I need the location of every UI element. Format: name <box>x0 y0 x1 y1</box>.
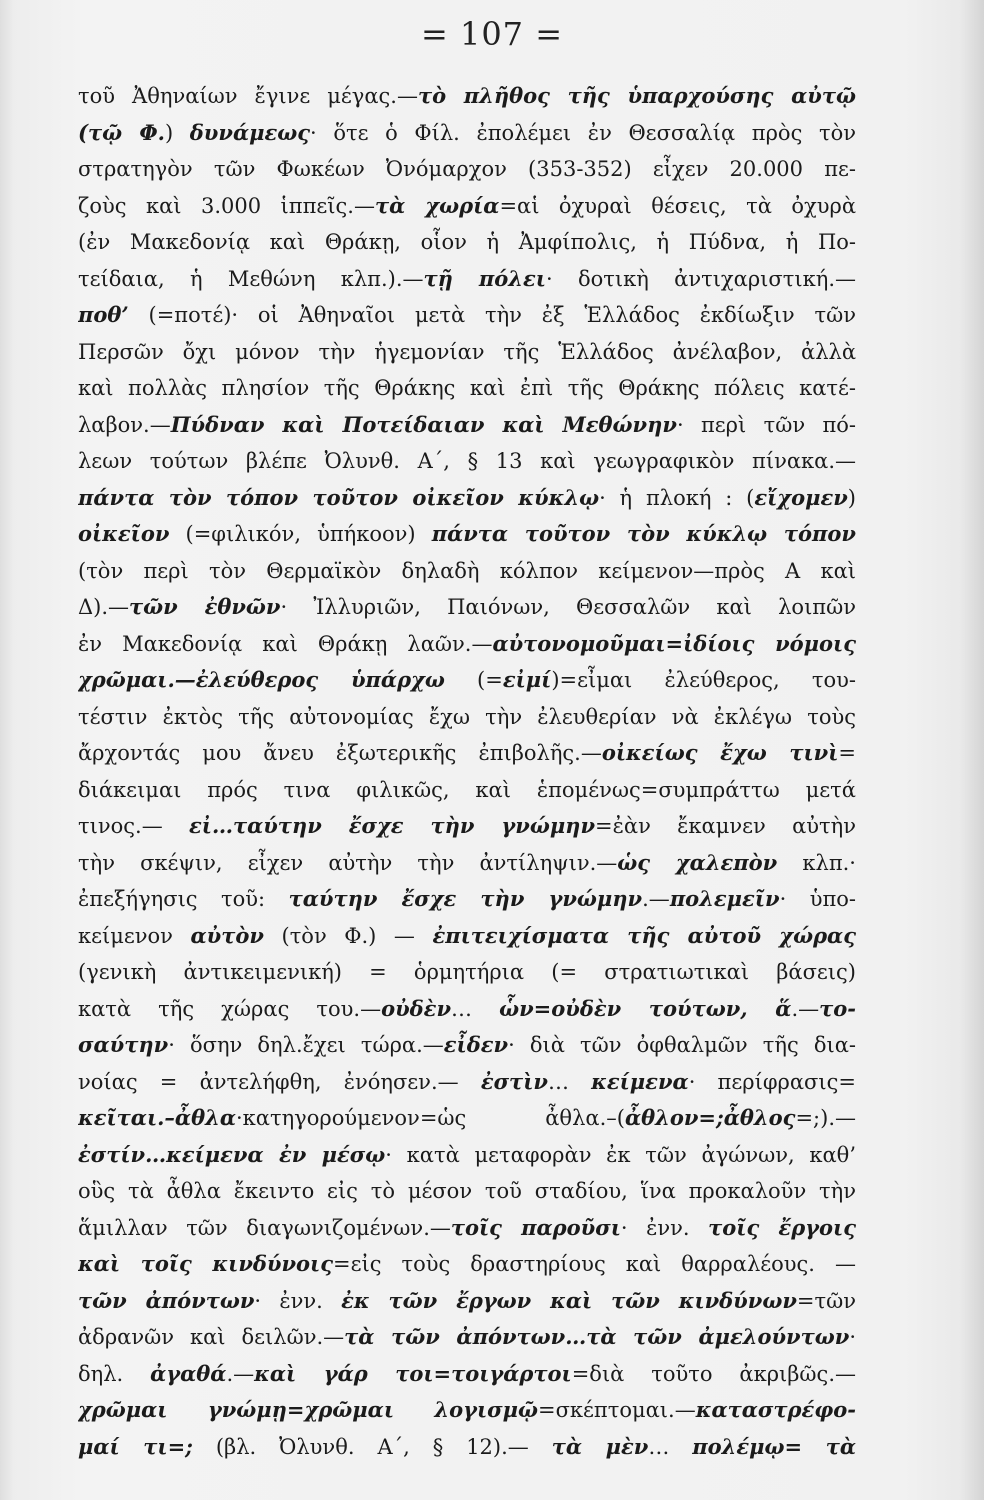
text-line <box>78 1429 856 1466</box>
text-line <box>78 151 856 188</box>
text-segment: · περὶ τῶν πό- <box>676 412 856 437</box>
bold-lemma: ἆθλον=;ἆθλος <box>624 1105 796 1130</box>
text-segment: =εἰς τοὺς δραστηρίους καὶ θαρραλέους. — <box>333 1252 856 1276</box>
text-segment: ἅμιλλαν τῶν διαγωνιζομένων.— <box>78 1215 451 1240</box>
bold-lemma: ὡς χαλεπὸν <box>617 849 778 875</box>
bold-lemma: εἰ…ταύτην ἔσχε τὴν γνώμην <box>189 813 596 838</box>
text-segment: ἐν Μακεδονίᾳ καὶ Θράκῃ λαῶν.— <box>78 631 493 656</box>
bold-lemma: οἰκείως ἔχω τινὶ <box>601 740 839 765</box>
bold-lemma: χρῶμαι γνώμῃ=χρῶμαι λογισμῷ <box>78 1397 538 1422</box>
text-line <box>78 334 856 371</box>
bold-lemma: μαί τι=; <box>78 1433 193 1459</box>
text-segment: (βλ. Ὀλυνθ. Α΄, § 12).— <box>192 1434 552 1459</box>
text-segment: τοῦ Ἀθηναίων ἔγινε μέγας.— <box>78 84 418 108</box>
text-line <box>78 1064 856 1101</box>
bold-lemma: το- <box>819 995 856 1021</box>
page-left-shadow <box>0 0 14 1500</box>
bold-lemma: εἴχομεν <box>754 484 848 510</box>
bold-lemma: χρῶμαι.—ἐλεύθερος ὑπάρχω <box>78 667 445 692</box>
text-line <box>78 1356 856 1393</box>
text-segment: = <box>838 741 856 765</box>
bold-lemma: πολεμεῖν <box>669 886 780 911</box>
text-segment: διάκειμαι πρός τινα φιλικῶς, καὶ ἑπομένως=συμπράττω μετά <box>78 777 856 802</box>
text-segment: … <box>451 996 500 1021</box>
text-line <box>78 224 856 261</box>
text-segment: τείδαια, ἡ Μεθώνη κλπ.).— <box>78 266 424 291</box>
bold-lemma: ( <box>78 119 88 145</box>
text-segment: · ἐνν. <box>620 1215 709 1240</box>
text-segment: =αἱ ὀχυραὶ θέσεις, τὰ ὀχυρὰ <box>499 193 856 218</box>
bold-lemma: τὰ τῶν ἀπόντων…τὰ τῶν ἀμελούντων <box>344 1324 850 1349</box>
text-line <box>78 115 856 152</box>
text-line <box>78 1246 856 1283</box>
text-line <box>78 261 856 298</box>
text-line <box>78 699 856 736</box>
text-line <box>78 443 856 480</box>
bold-lemma: εἰμί <box>502 667 552 692</box>
bold-lemma: εἶδεν <box>443 1032 509 1057</box>
text-segment: ἐπεξήγησις τοῦ: <box>78 887 289 911</box>
text-segment: στρατηγὸν τῶν Φωκέων Ὀνόμαρχον (353-352) εἶχεν 20.000 πε- <box>78 157 856 181</box>
bold-lemma: κεῖται.–ἆθλα <box>78 1105 236 1130</box>
bold-lemma: οὐδὲν <box>381 995 452 1021</box>
bold-lemma: δυνάμεως <box>189 119 311 145</box>
bold-lemma: ὧν=οὐδὲν τούτων, ἅ <box>499 995 792 1021</box>
text-line <box>78 772 856 809</box>
text-line <box>78 881 856 918</box>
text-segment: ) <box>847 485 856 510</box>
text-line <box>78 626 856 663</box>
text-line <box>78 589 856 626</box>
text-segment: τινος.— <box>78 814 190 838</box>
bold-lemma: αὐτονομοῦμαι=ἰδίοις νόμοις <box>492 630 856 656</box>
bold-lemma: τῷ Φ. <box>87 119 165 145</box>
page-number: = 107 = <box>420 15 564 53</box>
text-line <box>78 1100 856 1137</box>
text-segment: Περσῶν ὄχι μόνον τὴν ἡγεμονίαν τῆς Ἑλλάδος ἀνέλαβον, ἀλλὰ <box>78 339 856 364</box>
text-segment: δηλ. <box>78 1361 151 1386</box>
text-segment: ἀδρανῶν καὶ δειλῶν.— <box>78 1325 345 1349</box>
bold-lemma: τὰ μὲν <box>551 1433 649 1459</box>
text-line <box>78 1173 856 1210</box>
bold-lemma: ποθ’ <box>78 302 129 327</box>
text-segment: · ὅσην δηλ.ἔχει τώρα.— <box>168 1033 444 1057</box>
bold-lemma: σαύτην <box>78 1032 169 1057</box>
bold-lemma: αὐτὸν <box>190 922 264 948</box>
text-segment: τὴν σκέψιν, εἶχεν αὐτὴν τὴν ἀντίληψιν.— <box>78 850 618 875</box>
bold-lemma: τῶν ἐθνῶν <box>129 594 281 619</box>
text-line <box>78 735 856 772</box>
text-line <box>78 480 856 517</box>
text-line <box>78 845 856 882</box>
text-segment: νοίας = ἀντελήφθη, ἐνόησεν.— <box>78 1069 481 1094</box>
bold-lemma: κείμενα <box>591 1068 689 1094</box>
text-segment: · <box>849 1325 856 1349</box>
text-segment: ·κατηγορούμενον=ὡς ἆθλα.–( <box>235 1106 625 1130</box>
text-segment: τέστιν ἐκτὸς τῆς αὐτονομίας ἔχω τὴν ἐλευθερίαν νὰ ἐκλέγω τοὺς <box>78 704 856 729</box>
bold-lemma: καταστρέφο- <box>695 1397 856 1422</box>
bold-lemma: τοῖς παροῦσι <box>450 1214 621 1240</box>
text-line <box>78 662 856 699</box>
text-segment: · ὅτε ὁ Φίλ. ἐπολέμει ἐν Θεσσαλίᾳ πρὸς τὸν <box>310 120 856 145</box>
text-segment: κατὰ τῆς χώρας του.— <box>78 996 382 1021</box>
bold-lemma: καὶ τοῖς κινδύνοις <box>78 1251 333 1276</box>
text-segment: =ἐὰν ἔκαμνεν αὐτὴν <box>595 814 856 838</box>
text-segment: (=φιλικόν, ὑπήκοον) <box>169 522 432 546</box>
text-segment: λαβον.— <box>78 412 171 437</box>
text-segment: κείμενον <box>78 923 191 948</box>
text-segment: =;).— <box>795 1106 856 1130</box>
text-segment: ζοὺς καὶ 3.000 ἱππεῖς.— <box>78 193 375 218</box>
bold-lemma: ἐστὶν <box>480 1068 548 1094</box>
text-line <box>78 297 856 334</box>
text-segment: .— <box>226 1361 255 1386</box>
text-segment: =διὰ τοῦτο ἀκριβῶς.— <box>571 1361 856 1386</box>
bold-lemma: πάντα τὸν τόπον τοῦτον οἰκεῖον κύκλῳ <box>78 484 600 510</box>
text-segment: · ὑπο- <box>779 887 856 911</box>
text-line <box>78 78 856 115</box>
text-segment: ) <box>164 120 190 145</box>
text-line <box>78 1210 856 1247</box>
text-segment: · περίφρασις= <box>688 1069 856 1094</box>
text-line <box>78 1283 856 1320</box>
text-line <box>78 516 856 553</box>
page-right-shadow <box>960 0 984 1500</box>
text-segment: ἄρχοντάς μου ἄνευ ἐξωτερικῆς ἐπιβολῆς.— <box>78 741 602 765</box>
text-segment: · ἐνν. <box>254 1288 342 1313</box>
text-segment: (=ποτέ)· οἱ Ἀθηναῖοι μετὰ τὴν ἐξ Ἑλλάδος ἐκδίωξιν τῶν <box>128 303 856 327</box>
text-segment: (= <box>444 668 503 692</box>
text-segment: οὓς τὰ ἆθλα ἔκειντο εἰς τὸ μέσον τοῦ σταδίου, ἵνα προκαλοῦν τὴν <box>78 1179 856 1203</box>
text-line <box>78 954 856 991</box>
text-line <box>78 991 856 1028</box>
text-segment: · δοτικὴ ἀντιχαριστική.— <box>545 266 856 291</box>
text-segment: (τὸν περὶ τὸν Θερμαϊκὸν δηλαδὴ κόλπον κείμενον—πρὸς Α καὶ <box>78 558 856 583</box>
text-segment: .— <box>642 887 670 911</box>
text-line <box>78 808 856 845</box>
bold-lemma: τὰ χωρία <box>374 192 500 218</box>
text-line <box>78 1137 856 1174</box>
text-segment: · Ἰλλυριῶν, Παιόνων, Θεσσαλῶν καὶ λοιπῶν <box>280 595 856 619</box>
text-segment: (τὸν Φ.) — <box>263 923 433 948</box>
text-segment: · ἡ πλοκή : ( <box>599 485 755 510</box>
bold-lemma: πάντα τοῦτον τὸν κύκλῳ τόπον <box>431 521 856 546</box>
bold-lemma: πολέμῳ= τὰ <box>692 1433 856 1459</box>
bold-lemma: καὶ γάρ τοι=τοιγάρτοι <box>254 1360 572 1386</box>
text-line <box>78 1319 856 1356</box>
bold-lemma: Πύδναν καὶ Ποτείδαιαν καὶ Μεθώνην <box>170 411 677 437</box>
bold-lemma: τοῖς ἔργοις <box>708 1214 856 1240</box>
bold-lemma: ἐκ τῶν ἔργων καὶ τῶν κινδύνων <box>341 1287 797 1313</box>
text-segment: Δ).— <box>78 595 130 619</box>
text-segment: .— <box>791 996 820 1021</box>
text-line <box>78 553 856 590</box>
text-line <box>78 918 856 955</box>
text-line <box>78 370 856 407</box>
text-line <box>78 1392 856 1429</box>
bold-lemma: ἐστίν…κείμενα ἐν μέσῳ <box>78 1141 386 1167</box>
bold-lemma: τῇ πόλει <box>423 265 546 291</box>
bold-lemma: τῶν ἀπόντων <box>78 1287 255 1313</box>
bold-lemma: ταύτην ἔσχε τὴν γνώμην <box>288 886 643 911</box>
text-segment: καὶ πολλὰς πλησίον τῆς Θράκης καὶ ἐπὶ τῆς Θράκης πόλεις κατέ- <box>78 376 856 400</box>
commentary-text <box>78 78 856 1465</box>
text-line <box>78 188 856 225</box>
text-segment: λεων τούτων βλέπε Ὀλυνθ. Α΄, § 13 καὶ γεωγραφικὸν πίνακα.— <box>78 449 856 473</box>
bold-lemma: ἐπιτειχίσματα τῆς αὐτοῦ χώρας <box>432 922 856 948</box>
text-line <box>78 407 856 444</box>
bold-lemma: οἰκεῖον <box>78 521 170 546</box>
text-segment: · διὰ τῶν ὀφθαλμῶν τῆς δια- <box>508 1033 856 1057</box>
text-line <box>78 1027 856 1064</box>
text-segment: =τῶν <box>796 1288 856 1313</box>
text-segment: … <box>547 1069 592 1094</box>
text-segment: κλπ.· <box>777 850 856 875</box>
text-segment: =σκέπτομαι.— <box>537 1398 696 1422</box>
text-segment: · κατὰ μεταφορὰν ἐκ τῶν ἀγώνων, καθ’ <box>385 1142 856 1167</box>
text-segment: … <box>648 1434 693 1459</box>
text-segment: (ἐν Μακεδονίᾳ καὶ Θράκῃ, οἷον ἡ Ἀμφίπολις, ἡ Πύδνα, ἡ Πο- <box>78 230 856 254</box>
text-segment: (γενικὴ ἀντικειμενική) = ὁρμητήρια (= στρατιωτικαὶ βάσεις) <box>78 960 856 984</box>
bold-lemma: τὸ πλῆθος τῆς ὑπαρχούσης αὐτῷ <box>417 83 856 108</box>
bold-lemma: ἀγαθά <box>150 1360 227 1386</box>
text-segment: )=εἶμαι ἐλεύθερος, του- <box>551 668 856 692</box>
